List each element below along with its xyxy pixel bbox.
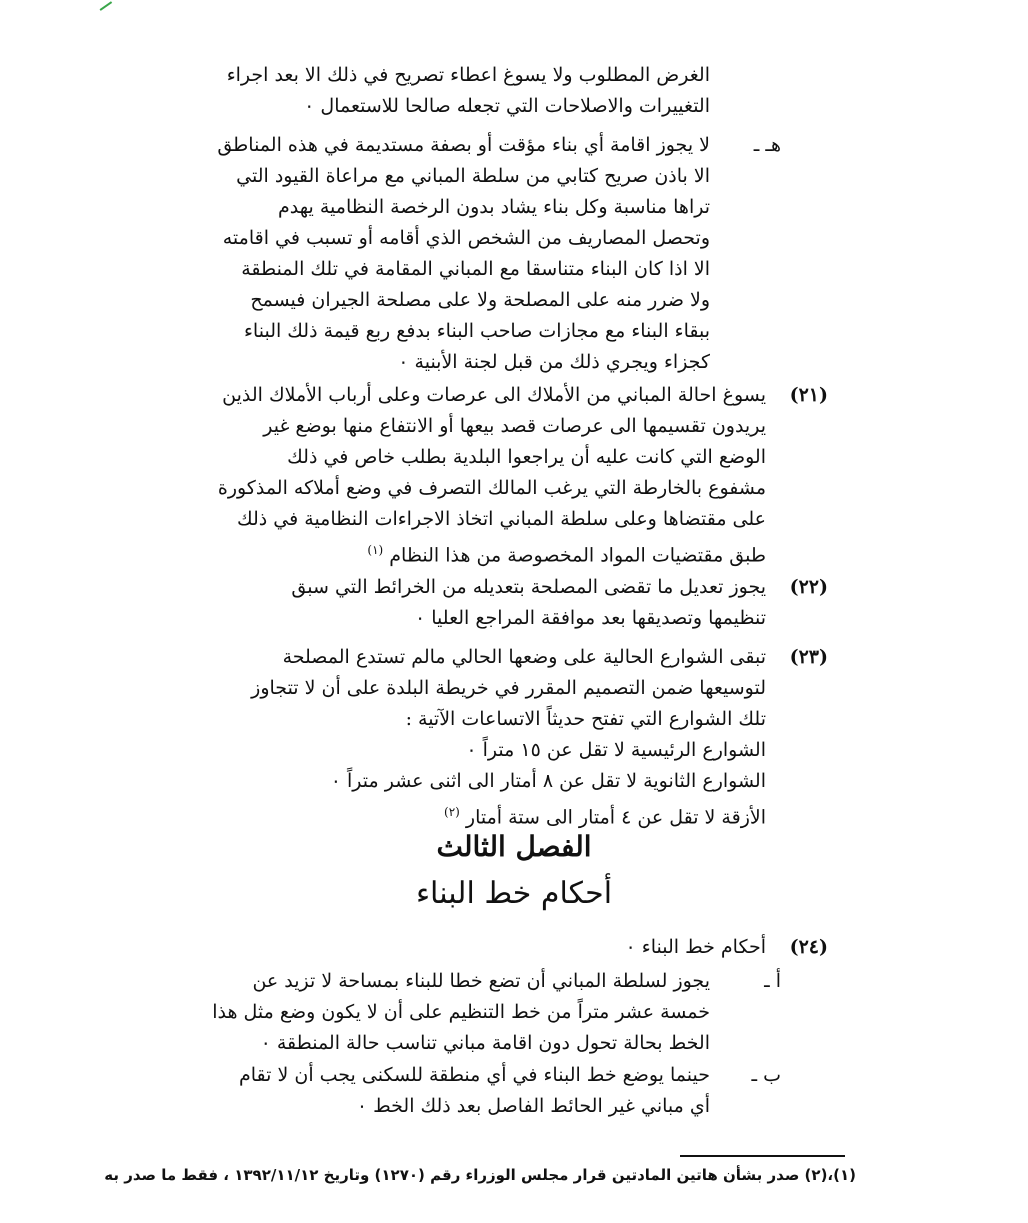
article-22-paragraph xyxy=(210,572,766,634)
clause-marker-a: أ ـ xyxy=(764,970,781,992)
clause-marker-b: ب ـ xyxy=(751,1064,781,1086)
text-line: وتحصل المصاريف من الشخص الذي أقامه أو تسبب في اقامته xyxy=(222,227,710,249)
clause-b-paragraph xyxy=(210,1060,710,1122)
text-line: حينما يوضع خط البناء في أي منطقة للسكنى يجب أن لا تقام xyxy=(239,1064,710,1086)
text-line: يجوز لسلطة المباني أن تضع خطا للبناء بمساحة لا تزيد عن xyxy=(252,970,710,992)
text-line: الا باذن صريح كتابي من سلطة المباني مع مراعاة القيود التي xyxy=(236,165,710,187)
text-line: الشوارع الرئيسية لا تقل عن ١٥ متراً ٠ xyxy=(466,739,766,761)
text-line: تلك الشوارع التي تفتح حديثاً الاتساعات الآتية : xyxy=(405,708,766,730)
text-line: التغييرات والاصلاحات التي تجعله صالحا للاستعمال ٠ xyxy=(304,95,710,117)
text-line: خمسة عشر متراً من خط التنظيم على أن لا يكون وضع مثل هذا xyxy=(212,1001,710,1023)
text-line xyxy=(210,797,766,833)
text-line: لتوسيعها ضمن التصميم المقرر في خريطة البلدة على أن لا تتجاوز xyxy=(251,677,766,699)
text-line: الخط بحالة تحول دون اقامة مباني تناسب حالة المنطقة ٠ xyxy=(260,1032,710,1054)
text-line: الوضع التي كانت عليه أن يراجعوا البلدية بطلب خاص في ذلك xyxy=(287,446,766,468)
text-line: تبقى الشوارع الحالية على وضعها الحالي مالم تستدع المصلحة xyxy=(282,646,766,668)
clause-marker-h: هـ ـ xyxy=(753,134,781,156)
article-23-paragraph xyxy=(210,642,766,833)
text-line: الا اذا كان البناء متناسقا مع المباني المقامة في تلك المنطقة xyxy=(241,258,710,280)
chapter-title: الفصل الثالث xyxy=(436,830,592,863)
text-line: أي مباني غير الحائط الفاصل بعد ذلك الخط ٠ xyxy=(356,1095,710,1117)
text-line: كجزاء ويجري ذلك من قبل لجنة الأبنية ٠ xyxy=(398,351,710,373)
text-line: الشوارع الثانوية لا تقل عن ٨ أمتار الى اثنى عشر متراً ٠ xyxy=(330,770,766,792)
text-line: يسوغ احالة المباني من الأملاك الى عرصات وعلى أرباب الأملاك الذين xyxy=(222,384,766,406)
article-number-21: (٢١) xyxy=(789,384,828,406)
text-line-content: الأزقة لا تقل عن ٤ أمتار الى ستة أمتار xyxy=(465,806,766,829)
footnote-ref-1: (١) xyxy=(367,543,384,557)
text-line: ببقاء البناء مع مجازات صاحب البناء بدفع ربع قيمة ذلك البناء xyxy=(244,320,710,342)
article-number-23: (٢٣) xyxy=(789,646,828,668)
intro-paragraph xyxy=(210,60,710,122)
text-line: الغرض المطلوب ولا يسوغ اعطاء تصريح في ذلك الا بعد اجراء xyxy=(226,64,710,86)
text-line: أحكام خط البناء ٠ xyxy=(625,936,766,958)
text-line: ولا ضرر منه على المصلحة ولا على مصلحة الجيران فيسمح xyxy=(250,289,710,311)
chapter-subtitle: أحكام خط البناء xyxy=(415,876,613,911)
clause-a-paragraph xyxy=(210,966,710,1059)
article-24-heading xyxy=(210,932,766,963)
text-line: تراها مناسبة وكل بناء يشاد بدون الرخصة النظامية يهدم xyxy=(278,196,710,218)
text-line: لا يجوز اقامة أي بناء مؤقت أو بصفة مستديمة في هذه المناطق xyxy=(217,134,710,156)
article-number-24: (٢٤) xyxy=(789,936,828,958)
text-line: يريدون تقسيمها الى عرصات قصد بيعها أو الانتفاع منها بوضع غير xyxy=(263,415,766,437)
clause-h-paragraph xyxy=(210,130,710,378)
text-line: تنظيمها وتصديقها بعد موافقة المراجع العليا ٠ xyxy=(415,607,766,629)
article-number-22: (٢٢) xyxy=(789,576,828,598)
text-line: على مقتضاها وعلى سلطة المباني اتخاذ الاجراءات النظامية في ذلك xyxy=(237,508,766,530)
text-line-content: طبق مقتضيات المواد المخصوصة من هذا النظام xyxy=(389,544,766,567)
corner-mark xyxy=(94,0,112,11)
text-line: مشفوع بالخارطة التي يرغب المالك التصرف في وضع أملاكه المذكورة xyxy=(217,477,766,499)
footnote-rule xyxy=(680,1155,845,1157)
article-21-paragraph xyxy=(210,380,766,571)
text-line xyxy=(210,535,766,571)
footnote: (١)،(٢) صدر بشأن هاتين المادتين قرار مجلس الوزراء رقم (١٢٧٠) وتاريخ ١٣٩٢/١١/١٢ ، فقط ما صدر به xyxy=(104,1166,856,1184)
footnote-ref-2: (٢) xyxy=(444,805,460,819)
text-line: يجوز تعديل ما تقضى المصلحة بتعديله من الخرائط التي سبق xyxy=(291,576,766,598)
